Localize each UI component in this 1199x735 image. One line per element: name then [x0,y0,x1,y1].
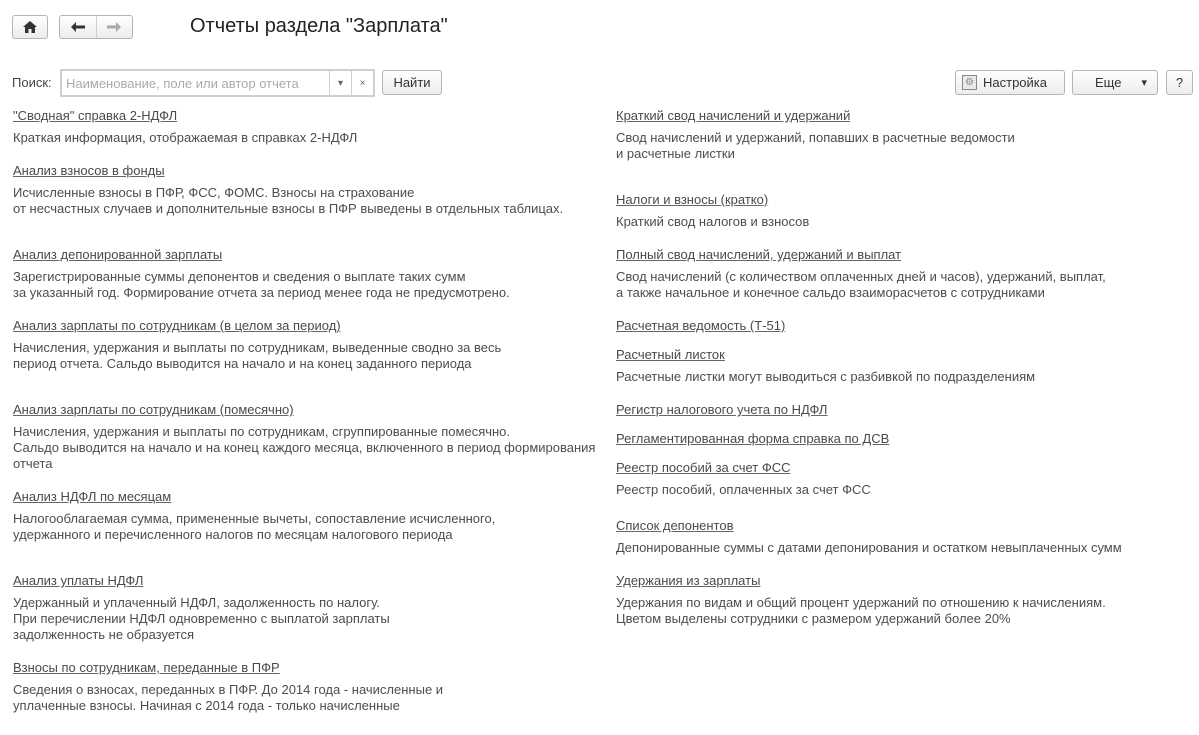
report-link[interactable]: Анализ взносов в фонды [13,163,165,178]
report-link[interactable]: Список депонентов [616,518,734,533]
report-link[interactable]: Расчетный листок [616,347,725,362]
report-link[interactable]: Регламентированная форма справка по ДСВ [616,431,890,446]
settings-label: Настройка [983,75,1047,90]
gear-icon: ⚙ [962,75,977,90]
search-input[interactable] [62,71,329,95]
report-item [13,402,595,472]
report-link[interactable]: Анализ НДФЛ по месяцам [13,489,172,504]
report-link[interactable]: Реестр пособий за счет ФСС [616,460,791,475]
report-description: Начисления, удержания и выплаты по сотрудникам, выведенные сводно за весь период отчета. Сальдо выводится на начало и на конец заданного периода [13,340,502,371]
report-description: Свод начислений (с количеством оплаченных дней и часов), удержаний, выплат, а также начальное и конечное сальдо взаиморасчетов с сотрудниками [616,269,1106,300]
report-link[interactable]: Взносы по сотрудникам, переданные в ПФР [13,660,280,675]
page-title: Отчеты раздела "Зарплата" [190,15,448,37]
arrow-left-icon [71,22,85,32]
arrow-right-icon [107,22,121,32]
home-icon [23,21,37,33]
report-link[interactable]: Краткий свод начислений и удержаний [616,108,851,123]
report-link[interactable]: Расчетная ведомость (Т-51) [616,318,786,333]
home-button[interactable] [12,15,48,39]
report-item [616,108,1015,162]
chevron-down-icon: ▾ [337,77,344,89]
report-description: Налогооблагаемая сумма, примененные вычеты, сопоставление исчисленного, удержанного и перечисленного налогов по месяцам налогового периода [13,511,496,542]
report-link[interactable]: Анализ зарплаты по сотрудникам (помесячно) [13,402,294,417]
report-item [616,318,785,333]
report-link[interactable]: Налоги и взносы (кратко) [616,192,769,207]
report-item [616,347,1035,385]
report-link[interactable]: Удержания из зарплаты [616,573,761,588]
report-item [13,108,357,146]
report-item [13,573,390,643]
settings-button[interactable] [955,70,1065,95]
report-link[interactable]: Анализ депонированной зарплаты [13,247,223,262]
report-item [616,518,1122,556]
report-item [13,489,495,543]
report-item [616,460,871,498]
report-link[interactable]: "Сводная" справка 2-НДФЛ [13,108,178,123]
find-button[interactable]: Найти [382,70,442,95]
report-description: Свод начислений и удержаний, попавших в расчетные ведомости и расчетные листки [616,130,1015,161]
report-link[interactable]: Полный свод начислений, удержаний и выплат [616,247,902,262]
report-item [616,192,809,230]
report-description: Зарегистрированные суммы депонентов и сведения о выплате таких сумм за указанный год. Формирование отчета за период менее года не предусмотрено. [13,269,510,300]
report-description: Расчетные листки могут выводиться с разбивкой по подразделениям [616,369,1036,384]
more-button[interactable] [1072,70,1158,95]
report-description: Краткая информация, отображаемая в справках 2-НДФЛ [13,130,358,145]
chevron-down-icon: ▾ [1141,77,1147,89]
report-description: Удержанный и уплаченный НДФЛ, задолженность по налогу. При перечислении НДФЛ одновременно с выплатой зарплаты задолженность не образуется [13,595,390,642]
close-icon: × [359,77,366,89]
report-item [13,163,563,217]
navigation-buttons [59,15,133,39]
report-description: Исчисленные взносы в ПФР, ФСС, ФОМС. Взносы на страхование от несчастных случаев и дополнительные взносы в ПФР выведены в отдельных таблицах. [13,185,564,216]
report-description: Начисления, удержания и выплаты по сотрудникам, сгруппированные помесячно. Сальдо выводится на начало и на конец каждого месяца, включенного в период формирования отчета [13,424,596,471]
report-item [13,247,510,301]
more-label: Еще [1095,75,1122,90]
report-description: Депонированные суммы с датами депонирования и остатком невыплаченных сумм [616,540,1122,555]
report-item [616,247,1106,301]
report-description: Сведения о взносах, переданных в ПФР. До 2014 года - начисленные и уплаченные взносы. Начиная с 2014 года - только начисленные [13,682,444,713]
search-label: Поиск: [12,75,52,90]
forward-button[interactable] [96,16,133,38]
report-item [616,431,889,446]
report-link[interactable]: Анализ уплаты НДФЛ [13,573,144,588]
report-link[interactable]: Анализ зарплаты по сотрудникам (в целом за период) [13,318,341,333]
search-field [60,69,375,97]
report-link[interactable]: Регистр налогового учета по НДФЛ [616,402,828,417]
report-description: Удержания по видам и общий процент удержаний по отношению к начислениям. Цветом выделены сотрудники с размером удержаний более 20% [616,595,1106,626]
report-description: Реестр пособий, оплаченных за счет ФСС [616,482,871,497]
report-item [13,318,501,372]
back-button[interactable] [60,16,96,38]
report-item [616,402,827,417]
report-item [616,573,1106,627]
search-dropdown-button[interactable] [329,71,351,95]
report-item [13,660,443,714]
search-clear-button[interactable] [351,71,373,95]
report-description: Краткий свод налогов и взносов [616,214,810,229]
help-button[interactable]: ? [1166,70,1193,95]
